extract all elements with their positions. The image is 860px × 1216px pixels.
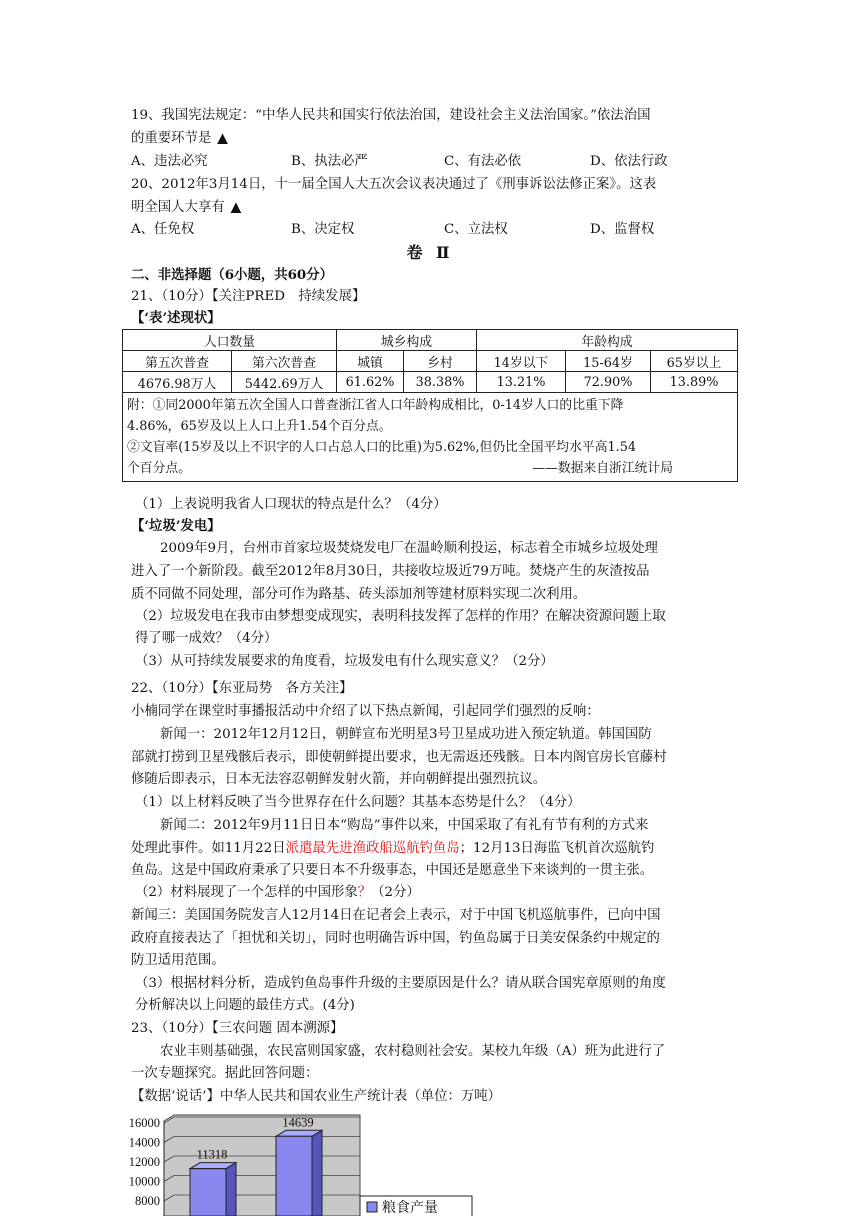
q21-heading: 21、（10分）【关注PRED 持续发展】 [131,289,366,304]
q19-line2 [131,130,234,148]
q20-line2 [131,199,247,217]
q22-question-2 [135,884,420,902]
q22-question-3-cont: 分析解决以上问题的最佳方式。(4分) [135,998,355,1013]
part2-title: 卷 Ⅱ [406,243,454,262]
q20-stem: 明全国人大享有 [131,200,225,215]
q21-para: 质不同做不同处理，部分可作为路基、砖头添加剂等建材原料实现二次利用。 [131,587,587,602]
table-note [123,393,738,482]
q20-options [131,221,691,239]
q20-option-b: B、决定权 [291,222,355,237]
q22-q2-mark: ？ [357,885,372,900]
q19-option-d: D、依法行政 [590,154,668,169]
col-header: 14岁以下 [477,351,566,372]
q21-question-2-cont: 得了哪一成效？（4分） [135,631,278,646]
q19-blank: ▲ [217,131,228,146]
q19-option-c: C、有法必依 [444,154,522,169]
legend-label: 粮食产量 [382,1200,438,1216]
q21-sub1: 【‘表’述现状】 [131,310,221,326]
q20-option-c: C、立法权 [444,222,508,237]
col-header: 城镇 [337,351,404,372]
q23-para: 一次专题探究。据此回答问题： [131,1066,319,1081]
y-tick-label: 16000 [128,1116,160,1130]
q22-news2: 新闻二：2012年9月11日日本“购岛”事件以来，中国采取了有礼有节有利的方式来 [160,818,649,833]
table-cell: 4676.98万人 [123,372,232,393]
y-tick-label: 14000 [128,1135,160,1150]
q22-news2-text: ；12月13日海监飞机首次巡航钓 [459,841,655,856]
q19-options [131,153,691,171]
q22-news3: 新闻三：美国国务院发言人12月14日在记者会上表示，对于中国飞机巡航事件，已向中国 [131,908,661,923]
q21-question-1: （1）上表说明我省人口现状的特点是什么？（4分） [135,497,447,512]
q22-news3: 防卫适用范围。 [131,953,225,968]
q22-heading: 22、（10分）【东亚局势 各方关注】 [131,681,353,696]
q19-option-a: A、违法必究 [131,154,208,169]
q22-intro: 小楠同学在课堂时事播报活动中介绍了以下热点新闻，引起同学们强烈的反响： [131,704,600,719]
table-cell: 13.89% [651,372,738,393]
bar [276,1136,312,1216]
q23-heading: 23、（10分）【三农问题 固本溯源】 [131,1021,344,1036]
group-header-urban-rural: 城乡构成 [337,330,477,351]
bar-side [226,1163,236,1216]
q21-question-2: （2）垃圾发电在我市由梦想变成现实，表明科技发挥了怎样的作用？在解决资源问题上取 [135,609,666,624]
q22-news2-highlight: 派遣最先进渔政船巡航钓鱼岛 [285,841,460,856]
q22-news1: 部就打捞到卫星残骸后表示，即使朝鲜提出要求，也无需返还残骸。日本内阁官房长官藤村 [131,750,667,765]
y-tick-label: 8000 [135,1194,160,1208]
note-line: ②文盲率(15岁及以上不识字的人口占总人口的比重)为5.62%,但仍比全国平均水平高1.54 [127,440,636,455]
group-header-population: 人口数量 [123,330,337,351]
table-cell: 5442.69万人 [232,372,337,393]
data-label: 11318 [196,1147,228,1162]
q22-question-1: （1）以上材料反映了当今世界存在什么问题？其基本态势是什么？（4分） [135,795,581,810]
y-tick-label: 12000 [128,1155,160,1169]
q22-news2: 鱼岛。这是中国政府秉承了只要日本不升级事态，中国还是愿意坐下来谈判的一贯主张。 [131,863,654,878]
q21-sub2: 【‘垃圾’发电】 [131,518,221,534]
q19-line1: 19、我国宪法规定：“中华人民共和国实行依法治国，建设社会主义法治国家。”依法治国 [131,108,651,123]
note-source: ——数据来自浙江统计局 [532,461,673,476]
col-header: 乡村 [404,351,477,372]
q20-blank: ▲ [230,200,242,215]
y-tick-label: 10000 [128,1174,160,1189]
table-cell: 72.90% [566,372,651,393]
table-group-header-row [123,330,738,351]
q22-q2-score: （2分） [371,885,420,900]
col-header: 第五次普查 [123,351,232,372]
q21-para: 2009年9月，台州市首家垃圾焚烧发电厂在温岭顺利投运，标志着全市城乡垃圾处理 [160,541,658,556]
q21-question-3: （3）从可持续发展要求的角度看，垃圾发电有什么现实意义？（2分） [135,654,554,669]
q22-news3: 政府直接表达了「担忧和关切」，同时也明确告诉中国，钓鱼岛属于日美安保条约中规定的 [131,931,660,946]
col-header: 第六次普查 [232,351,337,372]
q22-news1: 修随后即表示，日本无法容忍朝鲜发射火箭，并向朝鲜提出强烈抗议。 [131,772,547,787]
q19-option-b: B、执法必严 [291,154,368,169]
q23-chart-caption: 【数据‘说话’】中华人民共和国农业生产统计表（单位：万吨） [131,1089,502,1104]
col-header: 65岁以上 [651,351,738,372]
population-table [122,329,738,482]
q22-news2 [131,840,654,858]
table-cell: 13.21% [477,372,566,393]
note-line-4: 个百分点。 [127,461,191,476]
bar [190,1169,226,1216]
table-cell: 61.62% [337,372,404,393]
q21-para: 进入了一个新阶段。截至2012年8月30日，共接收垃圾近79万吨。焚烧产生的灰渣按品 [131,564,650,579]
table-note-row [123,393,738,482]
note-line: 4.86%，65岁及以上人口上升1.54个百分点。 [127,419,392,434]
q23-para: 农业丰则基础强，农民富则国家盛，农村稳则社会安。某校九年级（A）班为此进行了 [160,1044,666,1059]
col-header: 15-64岁 [566,351,651,372]
table-cell: 38.38% [404,372,477,393]
q19-stem: 的重要环节是 [131,131,212,146]
q22-news1: 新闻一：2012年12月12日，朝鲜宣布光明星3号卫星成功进入预定轨道。韩国国防 [160,727,652,742]
bar-side [312,1130,322,1216]
group-header-age: 年龄构成 [477,330,738,351]
section2-heading: 二、非选择题（6小题，共60分） [131,267,334,283]
q20-option-a: A、任免权 [131,222,195,237]
q22-question-3: （3）根据材料分析，造成钓鱼岛事件升级的主要原因是什么？请从联合国宪章原则的角度 [135,976,666,991]
q22-q2-text: （2）材料展现了一个怎样的中国形象 [135,885,358,900]
q20-line1: 20、2012年3月14日，十一届全国人大五次会议表决通过了《刑事诉讼法修正案》。这表 [131,177,657,192]
legend-swatch [367,1202,377,1212]
table-col-header-row [123,351,738,372]
q22-news2-text: 处理此事件。如11月22日 [131,841,286,856]
note-line: 附：①同2000年第五次全国人口普查浙江省人口年龄构成相比，0-14岁人口的比重下降 [127,398,624,413]
grain-chart [118,1112,478,1216]
note-line [127,458,733,479]
table-row [123,372,738,393]
data-label: 14639 [282,1115,314,1130]
q20-option-d: D、监督权 [590,222,655,237]
